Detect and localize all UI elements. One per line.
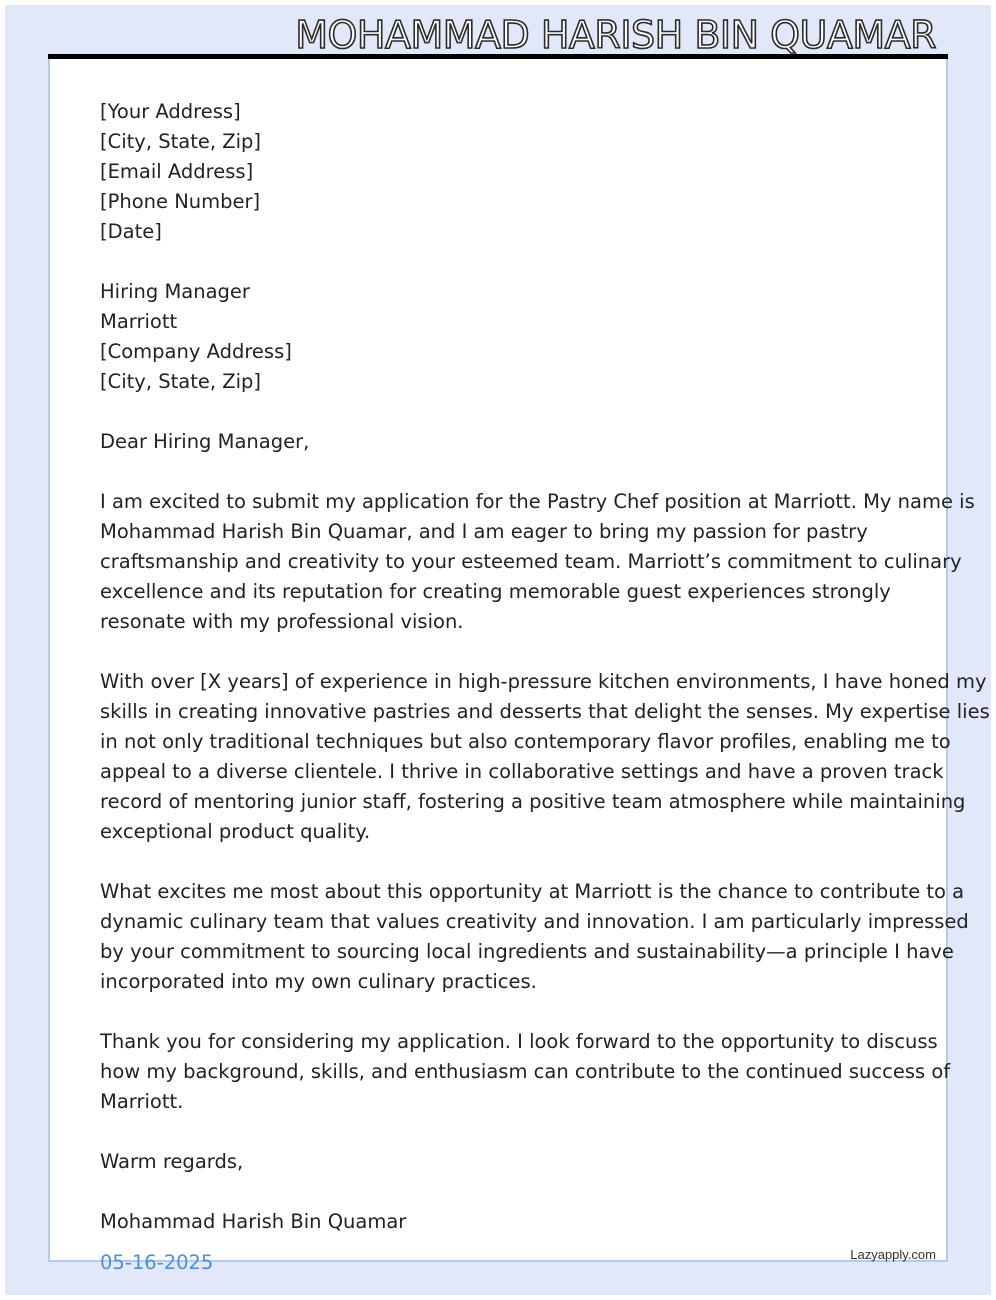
paragraph-line: skills in creating innovative pastries and desserts that delight the senses. My expertise lies <box>100 700 990 723</box>
recipient-title: Hiring Manager <box>100 280 250 303</box>
sender-block <box>100 97 900 247</box>
paragraph-line: dynamic culinary team that values creativity and innovation. I am particularly impressed <box>100 910 969 933</box>
paragraph-line: resonate with my professional vision. <box>100 610 464 633</box>
paragraph-line: record of mentoring junior staff, fostering a positive team atmosphere while maintaining <box>100 790 966 813</box>
recipient-block <box>100 277 900 397</box>
applicant-name-header: MOHAMMAD HARISH BIN QUAMAR <box>295 13 936 57</box>
paragraph-line: craftsmanship and creativity to your esteemed team. Marriott’s commitment to culinary <box>100 550 962 573</box>
paragraph-line: incorporated into my own culinary practices. <box>100 970 537 993</box>
paragraph-line: Mohammad Harish Bin Quamar, and I am eager to bring my passion for pastry <box>100 520 868 543</box>
sender-phone: [Phone Number] <box>100 190 261 213</box>
letter-body <box>100 97 990 1237</box>
paragraph-line: Thank you for considering my application. I look forward to the opportunity to discuss <box>100 1030 938 1053</box>
body-paragraph <box>100 877 969 997</box>
footer-date: 05-16-2025 <box>100 1251 214 1274</box>
paragraph-line: appeal to a diverse clientele. I thrive in collaborative settings and have a proven track <box>100 760 944 783</box>
paragraph-line: I am excited to submit my application for the Pastry Chef position at Marriott. My name is <box>100 490 975 513</box>
paragraph-line: by your commitment to sourcing local ingredients and sustainability—a principle I have <box>100 940 954 963</box>
salutation: Dear Hiring Manager, <box>100 430 310 453</box>
sender-address: [Your Address] <box>100 100 241 123</box>
signature: Mohammad Harish Bin Quamar <box>100 1210 407 1233</box>
paragraph-line: What excites me most about this opportunity at Marriott is the chance to contribute to a <box>100 880 965 903</box>
paragraph-line: how my background, skills, and enthusiasm can contribute to the continued success of <box>100 1060 951 1083</box>
paragraph-line: in not only traditional techniques but also contemporary flavor profiles, enabling me to <box>100 730 951 753</box>
sender-city-state-zip: [City, State, Zip] <box>100 130 261 153</box>
recipient-company: Marriott <box>100 310 178 333</box>
closing: Warm regards, <box>100 1150 244 1173</box>
sender-email: [Email Address] <box>100 160 254 183</box>
body-paragraph <box>100 667 990 847</box>
sender-date: [Date] <box>100 220 162 243</box>
paragraph-line: Marriott. <box>100 1090 184 1113</box>
paragraph-line: exceptional product quality. <box>100 820 371 843</box>
letter-paragraphs <box>100 487 990 1117</box>
watermark: Lazyapply.com <box>850 1247 936 1262</box>
recipient-address: [Company Address] <box>100 340 292 363</box>
body-paragraph <box>100 487 975 637</box>
body-paragraph <box>100 1027 951 1117</box>
recipient-city-state-zip: [City, State, Zip] <box>100 370 261 393</box>
paragraph-line: excellence and its reputation for creating memorable guest experiences strongly <box>100 580 891 603</box>
paragraph-line: With over [X years] of experience in high-pressure kitchen environments, I have honed my <box>100 670 987 693</box>
